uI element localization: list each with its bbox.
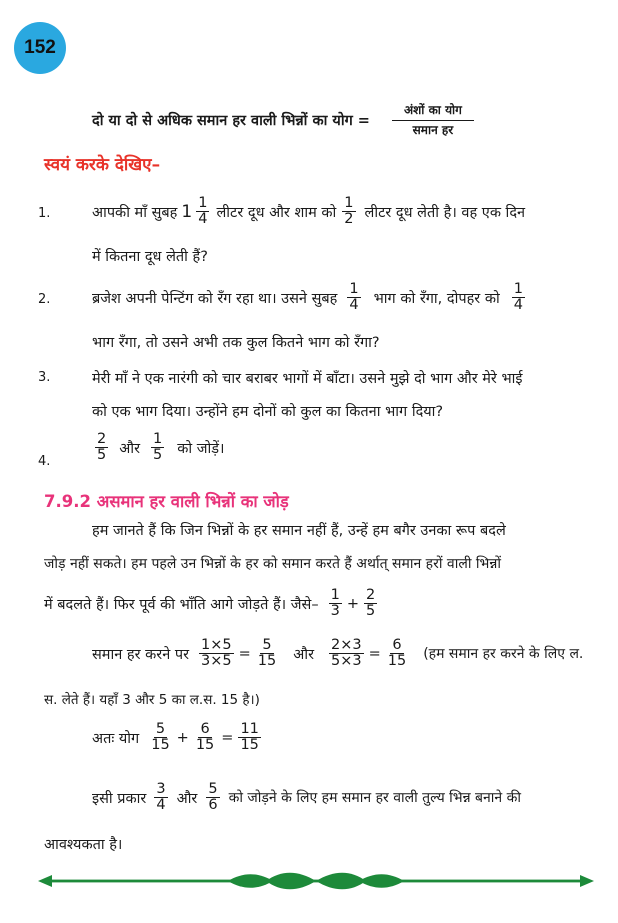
numerator: 6 xyxy=(392,637,402,653)
denominator: 15 xyxy=(387,653,407,670)
try-yourself-heading: स्वयं करके देखिए– xyxy=(44,155,161,175)
denominator: 15 xyxy=(195,737,215,754)
paragraph-line xyxy=(92,722,264,753)
question-line: मेरी माँ ने एक नारंगी को चार बराबर भागों में बाँटा। उसने मुझे दो भाग और मेरे भाई xyxy=(92,371,523,387)
question-text: और xyxy=(119,440,140,457)
denominator: 6 xyxy=(208,797,218,814)
numerator: 5 xyxy=(208,781,218,797)
whole-part: 1 xyxy=(181,201,193,222)
fraction xyxy=(196,196,209,227)
numerator: 3 xyxy=(156,781,166,797)
paragraph-line: आवश्यकता है। xyxy=(44,837,123,853)
numerator: 2 xyxy=(97,431,107,447)
denominator: 5 xyxy=(365,603,376,620)
equals-sign: = xyxy=(221,729,234,746)
question-text: लीटर दूध और शाम को xyxy=(216,204,337,221)
numerator: 1×5 xyxy=(201,637,232,653)
denominator: 3×5 xyxy=(201,653,232,670)
decorative-border-icon xyxy=(38,868,594,894)
paragraph-text: अतः योग xyxy=(92,730,140,747)
question-line xyxy=(92,282,528,313)
question-number: 4. xyxy=(38,454,51,469)
fraction xyxy=(194,722,216,753)
paragraph-text: में बदलते हैं। फिर पूर्व की भाँति आगे जोड़ते हैं। जैसे– xyxy=(44,596,319,613)
denominator: 4 xyxy=(156,797,166,814)
question-number: 1. xyxy=(38,206,51,221)
question-text: को जोड़ें। xyxy=(177,440,225,457)
rule-statement xyxy=(92,104,477,136)
paragraph-line: हम जानते हैं कि जिन भिन्नों के हर समान नहीं हैं, उन्हें हम बगैर उनका रूप बदले xyxy=(92,523,506,539)
page-number-badge xyxy=(14,22,66,74)
question-text: ब्रजेश अपनी पेन्टिंग को रँग रहा था। उसने सुबह xyxy=(92,290,338,307)
mixed-fraction xyxy=(181,196,212,227)
denominator: 5 xyxy=(97,447,107,464)
numerator: 5 xyxy=(262,637,272,653)
paragraph-text: (हम समान हर करने के लिए ल. xyxy=(423,646,584,663)
question-line xyxy=(92,196,525,227)
section-heading: 7.9.2 असमान हर वाली भिन्नों का जोड़ xyxy=(44,492,289,511)
fraction xyxy=(342,196,355,227)
plus-sign: + xyxy=(176,729,189,746)
paragraph-text: इसी प्रकार xyxy=(92,790,147,807)
numerator: 2 xyxy=(365,587,376,603)
denominator: 15 xyxy=(240,737,259,754)
numerator: 1 xyxy=(349,281,359,297)
fraction xyxy=(364,588,377,619)
numerator: 1 xyxy=(344,195,354,211)
numerator: 1 xyxy=(198,195,208,211)
denominator: 5 xyxy=(153,447,163,464)
numerator: 5 xyxy=(155,721,166,737)
numerator: 2×3 xyxy=(331,637,362,653)
fraction xyxy=(256,638,278,669)
rule-fraction xyxy=(392,104,474,136)
denominator: 15 xyxy=(257,653,277,670)
paragraph-line xyxy=(92,782,521,813)
paragraph-line: स. लेते हैं। यहाँ 3 और 5 का ल.स. 15 है।) xyxy=(44,692,260,708)
fraction xyxy=(329,588,342,619)
fraction xyxy=(329,638,364,669)
question-number: 2. xyxy=(38,292,51,307)
denominator: 3 xyxy=(330,603,340,620)
fraction xyxy=(95,432,108,463)
denominator: 4 xyxy=(349,297,359,314)
fraction xyxy=(386,638,408,669)
paragraph-line: जोड़ नहीं सकते। हम पहले उन भिन्नों के हर को समान करते हैं अर्थात् समान हरों वाली भिन्नों xyxy=(44,556,501,572)
paragraph-text: समान हर करने पर xyxy=(92,646,190,663)
fraction xyxy=(206,782,219,813)
denominator: 4 xyxy=(198,211,208,228)
paragraph-text: और xyxy=(293,646,314,663)
denominator: 15 xyxy=(151,737,170,754)
question-line xyxy=(92,432,225,463)
fraction xyxy=(238,722,260,753)
numerator: 1 xyxy=(153,431,163,447)
question-number: 3. xyxy=(38,370,51,385)
question-text: भाग को रँगा, दोपहर को xyxy=(373,290,500,307)
equals-sign: = xyxy=(368,645,381,662)
numerator: 6 xyxy=(200,721,210,737)
denominator: 5×3 xyxy=(331,653,362,670)
paragraph-line xyxy=(92,638,583,669)
fraction xyxy=(512,282,525,313)
fraction xyxy=(154,782,167,813)
numerator: 1 xyxy=(330,587,340,603)
question-line: भाग रँगा, तो उसने अभी तक कुल कितने भाग को रँगा? xyxy=(92,335,380,351)
denominator: 2 xyxy=(344,211,354,228)
rule-denominator: समान हर xyxy=(412,122,454,137)
page-number: 152 xyxy=(24,37,56,58)
plus-sign: + xyxy=(346,595,359,612)
question-text: आपकी माँ सुबह xyxy=(92,204,178,221)
fraction xyxy=(347,282,360,313)
numerator: 1 xyxy=(513,281,523,297)
fraction xyxy=(149,722,171,753)
question-text: लीटर दूध लेती है। वह एक दिन xyxy=(364,204,526,221)
fraction xyxy=(151,432,164,463)
paragraph-line xyxy=(44,588,380,619)
rule-numerator: अंशों का योग xyxy=(392,104,474,121)
paragraph-text: और xyxy=(176,790,198,807)
paragraph-text: को जोड़ने के लिए हम समान हर वाली तुल्य भिन्न बनाने की xyxy=(228,790,522,807)
denominator: 4 xyxy=(513,297,523,314)
question-line: को एक भाग दिया। उन्होंने हम दोनों को कुल का कितना भाग दिया? xyxy=(92,404,444,420)
question-line: में कितना दूध लेती हैं? xyxy=(92,249,208,265)
equals-sign: = xyxy=(238,645,251,662)
rule-text: दो या दो से अधिक समान हर वाली भिन्नों का योग = xyxy=(92,113,370,130)
fraction xyxy=(199,638,234,669)
numerator: 11 xyxy=(240,721,259,737)
